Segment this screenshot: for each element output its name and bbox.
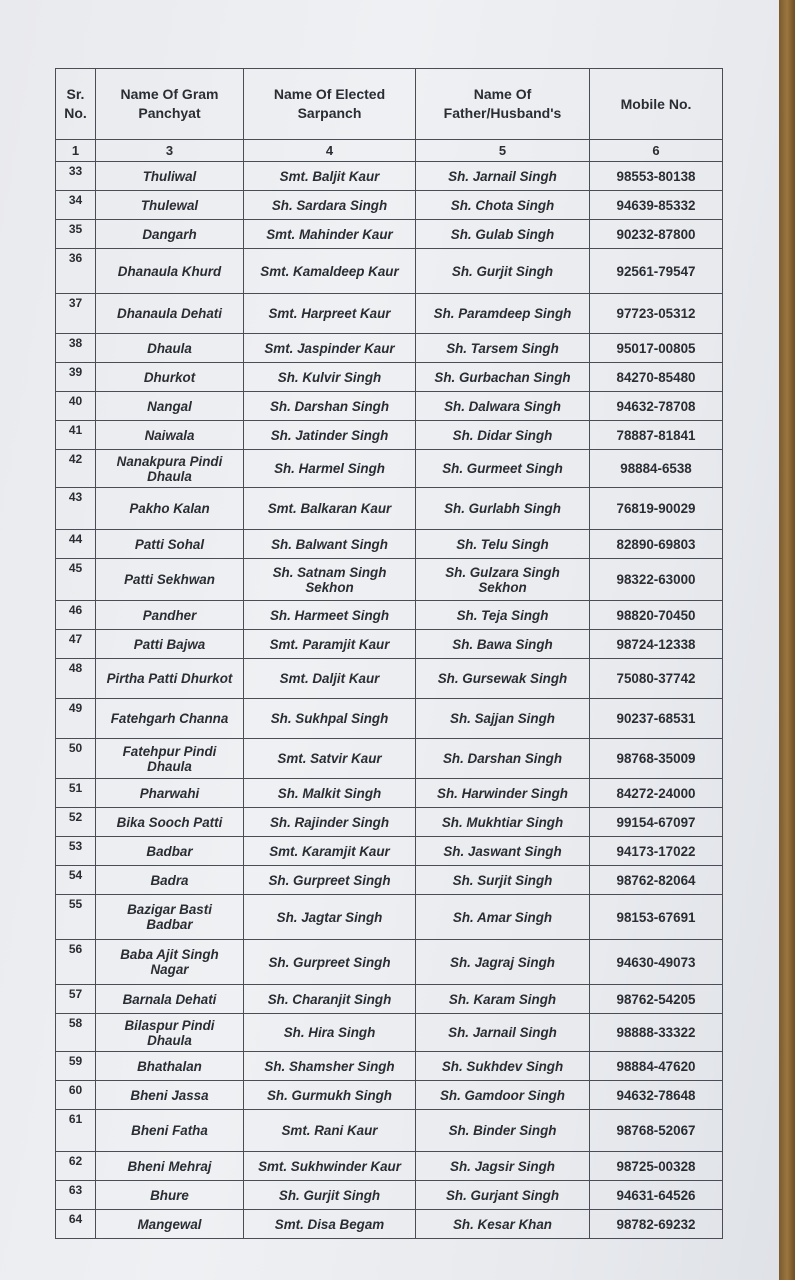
cell-sarpanch: Sh. Charanjit Singh	[244, 985, 416, 1014]
cell-father: Sh. Gamdoor Singh	[416, 1081, 590, 1110]
cell-father: Sh. Jagsir Singh	[416, 1152, 590, 1181]
cell-sr: 61	[56, 1110, 96, 1152]
table-row	[56, 421, 723, 450]
cell-father: Sh. Jarnail Singh	[416, 162, 590, 191]
cell-panchyat: Dangarh	[96, 220, 244, 249]
table-row	[56, 294, 723, 334]
cell-panchyat: Baba Ajit Singh Nagar	[96, 940, 244, 985]
cell-sarpanch: Smt. Baljit Kaur	[244, 162, 416, 191]
column-number: 5	[416, 140, 590, 162]
cell-mobile: 98153-67691	[590, 895, 723, 940]
cell-sr: 63	[56, 1181, 96, 1210]
cell-sarpanch: Sh. Rajinder Singh	[244, 808, 416, 837]
table-row	[56, 1181, 723, 1210]
table-row	[56, 601, 723, 630]
cell-mobile: 84272-24000	[590, 779, 723, 808]
cell-sarpanch: Sh. Satnam Singh Sekhon	[244, 559, 416, 601]
cell-sarpanch: Sh. Darshan Singh	[244, 392, 416, 421]
cell-panchyat: Bika Sooch Patti	[96, 808, 244, 837]
cell-mobile: 98553-80138	[590, 162, 723, 191]
cell-panchyat: Pandher	[96, 601, 244, 630]
cell-panchyat: Nangal	[96, 392, 244, 421]
cell-mobile: 98762-82064	[590, 866, 723, 895]
cell-panchyat: Bheni Fatha	[96, 1110, 244, 1152]
cell-panchyat: Dhaula	[96, 334, 244, 363]
cell-panchyat: Badra	[96, 866, 244, 895]
column-number: 3	[96, 140, 244, 162]
header-panchyat: Name Of Gram Panchyat	[96, 69, 244, 140]
cell-mobile: 98322-63000	[590, 559, 723, 601]
cell-panchyat: Fatehgarh Channa	[96, 699, 244, 739]
cell-father: Sh. Surjit Singh	[416, 866, 590, 895]
cell-sarpanch: Sh. Gurpreet Singh	[244, 940, 416, 985]
cell-sarpanch: Sh. Harmel Singh	[244, 450, 416, 488]
cell-mobile: 98782-69232	[590, 1210, 723, 1239]
cell-panchyat: Bheni Mehraj	[96, 1152, 244, 1181]
sarpanch-table	[55, 68, 723, 1239]
cell-father: Sh. Jarnail Singh	[416, 1014, 590, 1052]
cell-mobile: 98724-12338	[590, 630, 723, 659]
cell-sarpanch: Smt. Karamjit Kaur	[244, 837, 416, 866]
cell-panchyat: Patti Bajwa	[96, 630, 244, 659]
cell-mobile: 94630-49073	[590, 940, 723, 985]
cell-mobile: 92561-79547	[590, 249, 723, 294]
cell-panchyat: Bhure	[96, 1181, 244, 1210]
cell-sr: 35	[56, 220, 96, 249]
cell-sarpanch: Smt. Paramjit Kaur	[244, 630, 416, 659]
cell-mobile: 78887-81841	[590, 421, 723, 450]
cell-sarpanch: Sh. Sardara Singh	[244, 191, 416, 220]
cell-sr: 59	[56, 1052, 96, 1081]
cell-sr: 48	[56, 659, 96, 699]
cell-father: Sh. Darshan Singh	[416, 739, 590, 779]
cell-sarpanch: Sh. Gurpreet Singh	[244, 866, 416, 895]
cell-father: Sh. Sajjan Singh	[416, 699, 590, 739]
cell-sr: 47	[56, 630, 96, 659]
cell-sarpanch: Smt. Rani Kaur	[244, 1110, 416, 1152]
cell-father: Sh. Gurmeet Singh	[416, 450, 590, 488]
cell-sarpanch: Sh. Jagtar Singh	[244, 895, 416, 940]
table-row	[56, 334, 723, 363]
header-mobile: Mobile No.	[590, 69, 723, 140]
cell-mobile: 94631-64526	[590, 1181, 723, 1210]
cell-panchyat: Dhurkot	[96, 363, 244, 392]
cell-panchyat: Bilaspur Pindi Dhaula	[96, 1014, 244, 1052]
table-row	[56, 488, 723, 530]
cell-father: Sh. Jagraj Singh	[416, 940, 590, 985]
cell-mobile: 97723-05312	[590, 294, 723, 334]
cell-sarpanch: Sh. Sukhpal Singh	[244, 699, 416, 739]
cell-father: Sh. Gurjant Singh	[416, 1181, 590, 1210]
cell-panchyat: Fatehpur Pindi Dhaula	[96, 739, 244, 779]
wooden-surface	[779, 0, 795, 1280]
cell-sarpanch: Sh. Kulvir Singh	[244, 363, 416, 392]
cell-panchyat: Badbar	[96, 837, 244, 866]
table-row	[56, 808, 723, 837]
cell-sarpanch: Smt. Kamaldeep Kaur	[244, 249, 416, 294]
table-row	[56, 559, 723, 601]
cell-mobile: 82890-69803	[590, 530, 723, 559]
header-row	[56, 69, 723, 140]
cell-sr: 52	[56, 808, 96, 837]
cell-sr: 33	[56, 162, 96, 191]
table-row	[56, 659, 723, 699]
cell-mobile: 75080-37742	[590, 659, 723, 699]
header-sarpanch: Name Of Elected Sarpanch	[244, 69, 416, 140]
table-row	[56, 249, 723, 294]
table-row	[56, 779, 723, 808]
cell-panchyat: Dhanaula Dehati	[96, 294, 244, 334]
header-father: Name Of Father/Husband's	[416, 69, 590, 140]
cell-sr: 40	[56, 392, 96, 421]
cell-mobile: 94632-78648	[590, 1081, 723, 1110]
cell-panchyat: Thulewal	[96, 191, 244, 220]
cell-father: Sh. Harwinder Singh	[416, 779, 590, 808]
table-row	[56, 895, 723, 940]
cell-mobile: 98888-33322	[590, 1014, 723, 1052]
cell-mobile: 94639-85332	[590, 191, 723, 220]
table-row	[56, 1081, 723, 1110]
cell-panchyat: Pirtha Patti Dhurkot	[96, 659, 244, 699]
cell-sarpanch: Smt. Balkaran Kaur	[244, 488, 416, 530]
cell-sr: 42	[56, 450, 96, 488]
cell-father: Sh. Gulab Singh	[416, 220, 590, 249]
table-row	[56, 739, 723, 779]
cell-father: Sh. Gurjit Singh	[416, 249, 590, 294]
cell-panchyat: Pakho Kalan	[96, 488, 244, 530]
cell-mobile: 98725-00328	[590, 1152, 723, 1181]
cell-sarpanch: Sh. Balwant Singh	[244, 530, 416, 559]
cell-father: Sh. Teja Singh	[416, 601, 590, 630]
table-row	[56, 940, 723, 985]
table-row	[56, 630, 723, 659]
cell-sr: 57	[56, 985, 96, 1014]
cell-panchyat: Thuliwal	[96, 162, 244, 191]
cell-sarpanch: Sh. Shamsher Singh	[244, 1052, 416, 1081]
table-row	[56, 1110, 723, 1152]
cell-father: Sh. Mukhtiar Singh	[416, 808, 590, 837]
cell-sarpanch: Sh. Jatinder Singh	[244, 421, 416, 450]
cell-panchyat: Mangewal	[96, 1210, 244, 1239]
cell-mobile: 94632-78708	[590, 392, 723, 421]
cell-father: Sh. Jaswant Singh	[416, 837, 590, 866]
table-body	[56, 162, 723, 1239]
cell-sr: 56	[56, 940, 96, 985]
cell-mobile: 90232-87800	[590, 220, 723, 249]
cell-mobile: 98884-6538	[590, 450, 723, 488]
cell-sr: 46	[56, 601, 96, 630]
cell-panchyat: Bazigar Basti Badbar	[96, 895, 244, 940]
cell-mobile: 98768-35009	[590, 739, 723, 779]
cell-panchyat: Patti Sekhwan	[96, 559, 244, 601]
table-row	[56, 837, 723, 866]
cell-sr: 43	[56, 488, 96, 530]
cell-panchyat: Barnala Dehati	[96, 985, 244, 1014]
cell-sr: 60	[56, 1081, 96, 1110]
cell-sarpanch: Smt. Disa Begam	[244, 1210, 416, 1239]
table-row	[56, 392, 723, 421]
column-number: 6	[590, 140, 723, 162]
cell-father: Sh. Paramdeep Singh	[416, 294, 590, 334]
cell-father: Sh. Dalwara Singh	[416, 392, 590, 421]
table-row	[56, 530, 723, 559]
table-row	[56, 699, 723, 739]
table-row	[56, 866, 723, 895]
cell-sarpanch: Smt. Mahinder Kaur	[244, 220, 416, 249]
cell-panchyat: Bhathalan	[96, 1052, 244, 1081]
table-row	[56, 1152, 723, 1181]
cell-sarpanch: Smt. Jaspinder Kaur	[244, 334, 416, 363]
cell-sr: 38	[56, 334, 96, 363]
cell-sr: 37	[56, 294, 96, 334]
cell-mobile: 98762-54205	[590, 985, 723, 1014]
cell-mobile: 95017-00805	[590, 334, 723, 363]
cell-sarpanch: Sh. Gurjit Singh	[244, 1181, 416, 1210]
cell-mobile: 76819-90029	[590, 488, 723, 530]
cell-panchyat: Pharwahi	[96, 779, 244, 808]
cell-sr: 49	[56, 699, 96, 739]
cell-sr: 34	[56, 191, 96, 220]
cell-sr: 54	[56, 866, 96, 895]
table-row	[56, 1052, 723, 1081]
header-sr: Sr. No.	[56, 69, 96, 140]
cell-father: Sh. Amar Singh	[416, 895, 590, 940]
table-row	[56, 220, 723, 249]
cell-father: Sh. Binder Singh	[416, 1110, 590, 1152]
cell-mobile: 98768-52067	[590, 1110, 723, 1152]
column-number-row	[56, 140, 723, 162]
cell-father: Sh. Gurlabh Singh	[416, 488, 590, 530]
cell-sr: 55	[56, 895, 96, 940]
cell-panchyat: Naiwala	[96, 421, 244, 450]
cell-father: Sh. Sukhdev Singh	[416, 1052, 590, 1081]
cell-father: Sh. Gursewak Singh	[416, 659, 590, 699]
cell-father: Sh. Gurbachan Singh	[416, 363, 590, 392]
cell-mobile: 98884-47620	[590, 1052, 723, 1081]
cell-father: Sh. Didar Singh	[416, 421, 590, 450]
cell-sr: 50	[56, 739, 96, 779]
cell-sarpanch: Smt. Daljit Kaur	[244, 659, 416, 699]
cell-mobile: 90237-68531	[590, 699, 723, 739]
cell-mobile: 98820-70450	[590, 601, 723, 630]
cell-sr: 51	[56, 779, 96, 808]
cell-father: Sh. Bawa Singh	[416, 630, 590, 659]
cell-sarpanch: Sh. Gurmukh Singh	[244, 1081, 416, 1110]
table-row	[56, 162, 723, 191]
table-row	[56, 985, 723, 1014]
cell-sarpanch: Smt. Satvir Kaur	[244, 739, 416, 779]
cell-sr: 53	[56, 837, 96, 866]
table-row	[56, 1210, 723, 1239]
cell-sr: 39	[56, 363, 96, 392]
cell-panchyat: Patti Sohal	[96, 530, 244, 559]
table-row	[56, 1014, 723, 1052]
cell-mobile: 84270-85480	[590, 363, 723, 392]
cell-sarpanch: Sh. Malkit Singh	[244, 779, 416, 808]
cell-sr: 58	[56, 1014, 96, 1052]
cell-father: Sh. Chota Singh	[416, 191, 590, 220]
cell-sr: 36	[56, 249, 96, 294]
column-number: 1	[56, 140, 96, 162]
cell-father: Sh. Gulzara Singh Sekhon	[416, 559, 590, 601]
table-row	[56, 363, 723, 392]
cell-father: Sh. Karam Singh	[416, 985, 590, 1014]
cell-panchyat: Bheni Jassa	[96, 1081, 244, 1110]
cell-sr: 41	[56, 421, 96, 450]
cell-sr: 45	[56, 559, 96, 601]
column-number: 4	[244, 140, 416, 162]
table-row	[56, 450, 723, 488]
cell-sr: 64	[56, 1210, 96, 1239]
cell-sarpanch: Sh. Harmeet Singh	[244, 601, 416, 630]
cell-sarpanch: Smt. Sukhwinder Kaur	[244, 1152, 416, 1181]
cell-father: Sh. Kesar Khan	[416, 1210, 590, 1239]
cell-panchyat: Dhanaula Khurd	[96, 249, 244, 294]
cell-mobile: 99154-67097	[590, 808, 723, 837]
cell-sarpanch: Smt. Harpreet Kaur	[244, 294, 416, 334]
cell-sarpanch: Sh. Hira Singh	[244, 1014, 416, 1052]
cell-mobile: 94173-17022	[590, 837, 723, 866]
cell-panchyat: Nanakpura Pindi Dhaula	[96, 450, 244, 488]
cell-sr: 62	[56, 1152, 96, 1181]
cell-sr: 44	[56, 530, 96, 559]
table-row	[56, 191, 723, 220]
cell-father: Sh. Tarsem Singh	[416, 334, 590, 363]
cell-father: Sh. Telu Singh	[416, 530, 590, 559]
